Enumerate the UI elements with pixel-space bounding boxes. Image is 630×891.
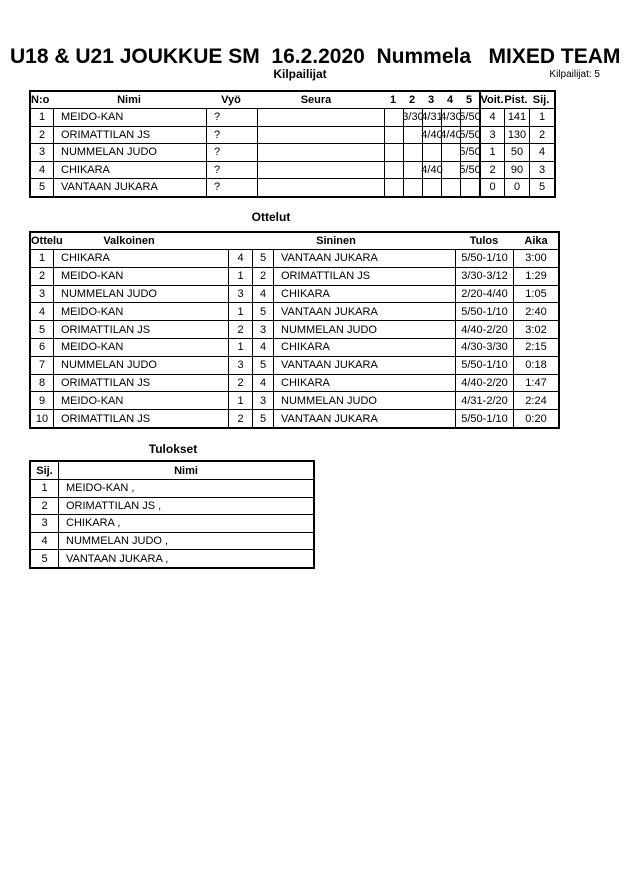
- cell-score-1: [384, 108, 403, 126]
- cell-blue-team: CHIKARA: [273, 374, 455, 392]
- cell-score-5: 5/50: [460, 143, 479, 161]
- cell-score-4: [441, 143, 460, 161]
- cell-blue-num: 5: [252, 409, 273, 427]
- cell-score-4: [441, 161, 460, 179]
- cell-result: 4/40-2/20: [455, 374, 513, 392]
- cell-time: 1:47: [513, 374, 558, 392]
- cell-time: 2:24: [513, 391, 558, 409]
- cell-blue-num: 5: [252, 356, 273, 374]
- cell-match-no: 4: [31, 302, 53, 320]
- cell-nimi: NUMMELAN JUDO: [53, 143, 206, 161]
- cell-white-num: 1: [228, 302, 252, 320]
- cell-blue-num: 4: [252, 374, 273, 392]
- cell-match-no: 1: [31, 249, 53, 267]
- cell-voit: 1: [479, 143, 504, 161]
- results-table: [29, 460, 315, 569]
- cell-team: CHIKARA ,: [58, 514, 313, 532]
- cell-blue-team: CHIKARA: [273, 285, 455, 303]
- column-header-pist: Pist.: [504, 94, 528, 106]
- column-header-sininen: Sininen: [316, 235, 356, 247]
- cell-score-3: 4/40: [422, 126, 441, 144]
- cell-time: 1:05: [513, 285, 558, 303]
- cell-blue-team: VANTAAN JUKARA: [273, 409, 455, 427]
- cell-match-no: 7: [31, 356, 53, 374]
- cell-white-team: MEIDO-KAN: [53, 302, 228, 320]
- cell-time: 3:00: [513, 249, 558, 267]
- column-header-no: N:o: [31, 94, 50, 106]
- cell-pist: 0: [504, 178, 529, 196]
- cell-white-num: 1: [228, 338, 252, 356]
- column-header-5: 5: [465, 94, 473, 106]
- cell-voit: 2: [479, 161, 504, 179]
- cell-nimi: CHIKARA: [53, 161, 206, 179]
- cell-white-team: MEIDO-KAN: [53, 391, 228, 409]
- cell-voit: 0: [479, 178, 504, 196]
- cell-voit: 4: [479, 108, 504, 126]
- column-header-valkoinen: Valkoinen: [103, 235, 155, 247]
- cell-time: 2:15: [513, 338, 558, 356]
- cell-score-3: 4/31: [422, 108, 441, 126]
- cell-time: 0:20: [513, 409, 558, 427]
- cell-blue-team: VANTAAN JUKARA: [273, 356, 455, 374]
- cell-pist: 90: [504, 161, 529, 179]
- cell-pist: 50: [504, 143, 529, 161]
- section-heading-kilpailijat: Kilpailijat: [273, 67, 327, 81]
- cell-blue-team: ORIMATTILAN JS: [273, 267, 455, 285]
- cell-blue-team: VANTAAN JUKARA: [273, 302, 455, 320]
- cell-seura: [257, 161, 384, 179]
- cell-no: 5: [31, 178, 53, 196]
- cell-white-team: ORIMATTILAN JS: [53, 409, 228, 427]
- cell-white-team: NUMMELAN JUDO: [53, 285, 228, 303]
- cell-result: 2/20-4/40: [455, 285, 513, 303]
- cell-white-num: 2: [228, 374, 252, 392]
- matches-table: [29, 231, 560, 429]
- cell-blue-team: NUMMELAN JUDO: [273, 391, 455, 409]
- cell-sij: 4: [529, 143, 554, 161]
- cell-sij: 5: [529, 178, 554, 196]
- cell-blue-team: NUMMELAN JUDO: [273, 320, 455, 338]
- cell-no: 1: [31, 108, 53, 126]
- cell-seura: [257, 178, 384, 196]
- cell-white-team: MEIDO-KAN: [53, 267, 228, 285]
- cell-score-5: 5/50: [460, 108, 479, 126]
- cell-match-no: 8: [31, 374, 53, 392]
- cell-result: 5/50-1/10: [455, 409, 513, 427]
- cell-score-2: [403, 126, 422, 144]
- column-header-seura: Seura: [300, 94, 332, 106]
- column-header-4: 4: [446, 94, 454, 106]
- cell-seura: [257, 143, 384, 161]
- cell-blue-num: 3: [252, 320, 273, 338]
- cell-score-2: [403, 161, 422, 179]
- cell-score-2: 3/30: [403, 108, 422, 126]
- cell-score-1: [384, 178, 403, 196]
- competitor-count-label: Kilpailijat: 5: [549, 69, 600, 80]
- column-header-vyo: Vyö: [221, 94, 241, 106]
- cell-blue-num: 5: [252, 249, 273, 267]
- cell-score-1: [384, 161, 403, 179]
- competitors-table: [29, 90, 556, 198]
- cell-white-num: 3: [228, 285, 252, 303]
- cell-blue-num: 4: [252, 338, 273, 356]
- cell-match-no: 2: [31, 267, 53, 285]
- cell-match-no: 10: [31, 409, 53, 427]
- cell-seura: [257, 126, 384, 144]
- cell-score-2: [403, 178, 422, 196]
- cell-match-no: 5: [31, 320, 53, 338]
- cell-result: 5/50-1/10: [455, 356, 513, 374]
- cell-nimi: ORIMATTILAN JS: [53, 126, 206, 144]
- column-header-nimi: Nimi: [117, 94, 141, 106]
- cell-blue-team: CHIKARA: [273, 338, 455, 356]
- cell-score-3: 4/40: [422, 161, 441, 179]
- cell-match-no: 6: [31, 338, 53, 356]
- cell-match-no: 3: [31, 285, 53, 303]
- column-header-2: 2: [408, 94, 416, 106]
- cell-match-no: 9: [31, 391, 53, 409]
- cell-white-num: 2: [228, 409, 252, 427]
- cell-result: 4/40-2/20: [455, 320, 513, 338]
- cell-white-num: 2: [228, 320, 252, 338]
- cell-no: 2: [31, 126, 53, 144]
- cell-score-1: [384, 143, 403, 161]
- matches-table-header: [31, 233, 558, 249]
- cell-pist: 130: [504, 126, 529, 144]
- cell-blue-num: 2: [252, 267, 273, 285]
- cell-result: 3/30-3/12: [455, 267, 513, 285]
- cell-vyo: ?: [206, 143, 257, 161]
- cell-result: 5/50-1/10: [455, 249, 513, 267]
- cell-place: 4: [31, 532, 58, 550]
- cell-team: ORIMATTILAN JS ,: [58, 497, 313, 515]
- cell-place: 2: [31, 497, 58, 515]
- cell-vyo: ?: [206, 126, 257, 144]
- cell-result: 4/31-2/20: [455, 391, 513, 409]
- cell-white-team: CHIKARA: [53, 249, 228, 267]
- cell-nimi: VANTAAN JUKARA: [53, 178, 206, 196]
- cell-score-4: 4/30: [441, 108, 460, 126]
- cell-vyo: ?: [206, 108, 257, 126]
- cell-result: 4/30-3/30: [455, 338, 513, 356]
- cell-white-num: 4: [228, 249, 252, 267]
- cell-white-team: ORIMATTILAN JS: [53, 374, 228, 392]
- column-header-sij: Sij.: [532, 94, 550, 106]
- cell-white-num: 1: [228, 391, 252, 409]
- cell-sij: 2: [529, 126, 554, 144]
- column-header-tulos: Tulos: [469, 235, 499, 247]
- column-header-3: 3: [427, 94, 435, 106]
- column-header-sij: Sij.: [36, 464, 53, 477]
- section-heading-ottelut: Ottelut: [251, 210, 291, 224]
- cell-score-1: [384, 126, 403, 144]
- cell-score-5: [460, 178, 479, 196]
- cell-score-5: 5/50: [460, 161, 479, 179]
- cell-score-4: 4/40: [441, 126, 460, 144]
- cell-white-team: MEIDO-KAN: [53, 338, 228, 356]
- cell-no: 4: [31, 161, 53, 179]
- page-title: U18 & U21 JOUKKUE SM 16.2.2020 Nummela MIXED TEAM: [10, 45, 621, 68]
- competitors-table-header: [31, 92, 554, 108]
- cell-white-team: ORIMATTILAN JS: [53, 320, 228, 338]
- cell-white-team: NUMMELAN JUDO: [53, 356, 228, 374]
- cell-team: MEIDO-KAN ,: [58, 479, 313, 497]
- cell-result: 5/50-1/10: [455, 302, 513, 320]
- cell-time: 1:29: [513, 267, 558, 285]
- cell-vyo: ?: [206, 178, 257, 196]
- cell-score-2: [403, 143, 422, 161]
- section-heading-tulokset: Tulokset: [148, 442, 198, 456]
- cell-blue-num: 4: [252, 285, 273, 303]
- cell-team: NUMMELAN JUDO ,: [58, 532, 313, 550]
- cell-vyo: ?: [206, 161, 257, 179]
- cell-score-4: [441, 178, 460, 196]
- cell-white-num: 1: [228, 267, 252, 285]
- cell-white-num: 3: [228, 356, 252, 374]
- cell-team: VANTAAN JUKARA ,: [58, 549, 313, 567]
- column-header-nimi: Nimi: [58, 462, 313, 479]
- cell-blue-num: 5: [252, 302, 273, 320]
- cell-voit: 3: [479, 126, 504, 144]
- cell-time: 3:02: [513, 320, 558, 338]
- cell-pist: 141: [504, 108, 529, 126]
- cell-blue-num: 3: [252, 391, 273, 409]
- column-header-voit: Voit.: [480, 94, 504, 106]
- cell-score-3: [422, 143, 441, 161]
- cell-place: 3: [31, 514, 58, 532]
- column-header-1: 1: [389, 94, 397, 106]
- cell-sij: 3: [529, 161, 554, 179]
- column-header-ottelu: Ottelu: [31, 235, 63, 247]
- cell-place: 1: [31, 479, 58, 497]
- cell-seura: [257, 108, 384, 126]
- cell-time: 2:40: [513, 302, 558, 320]
- cell-place: 5: [31, 549, 58, 567]
- cell-no: 3: [31, 143, 53, 161]
- cell-sij: 1: [529, 108, 554, 126]
- cell-blue-team: VANTAAN JUKARA: [273, 249, 455, 267]
- column-header-aika: Aika: [524, 235, 548, 247]
- cell-score-5: 5/50: [460, 126, 479, 144]
- cell-score-3: [422, 178, 441, 196]
- cell-time: 0:18: [513, 356, 558, 374]
- cell-nimi: MEIDO-KAN: [53, 108, 206, 126]
